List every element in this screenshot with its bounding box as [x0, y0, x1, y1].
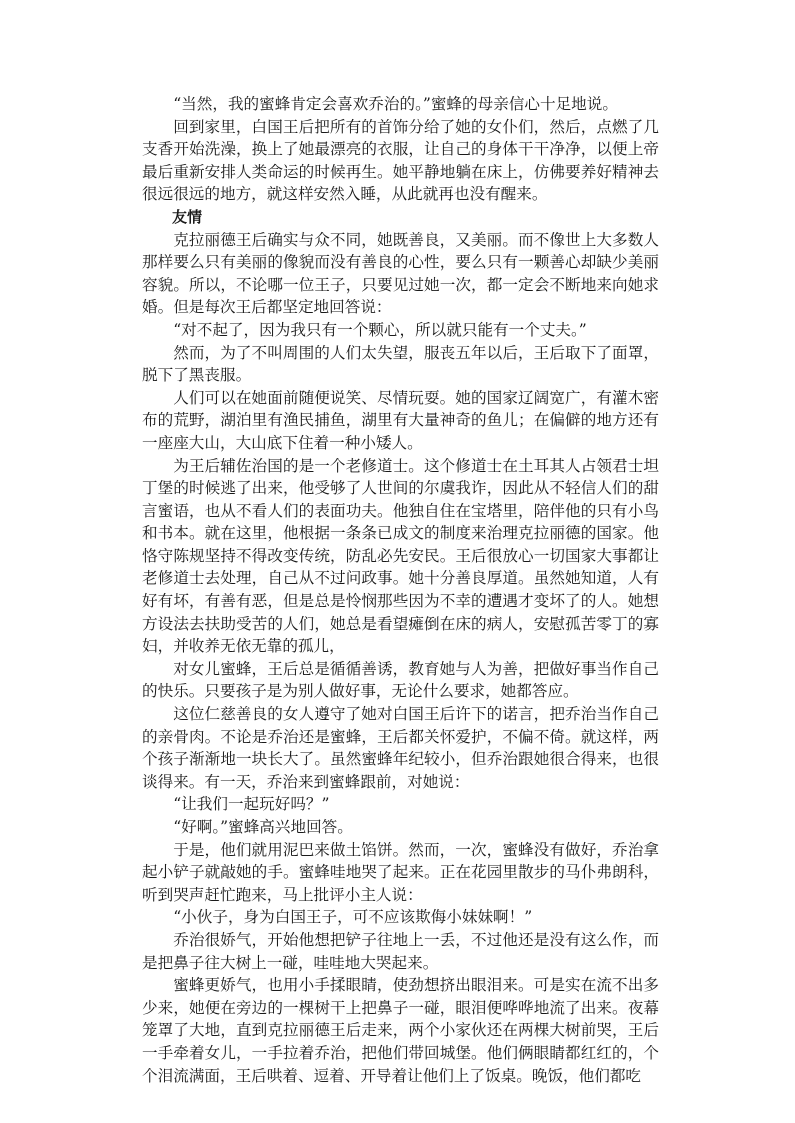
paragraph: “对不起了，因为我只有一个颗心，所以就只能有一个丈夫。”: [173, 320, 587, 339]
document-page: [142, 93, 659, 1087]
paragraph: 对女儿蜜蜂，王后总是循循善诱，教育她与人为善，把做好事当作自己的快乐。只要孩子是为别人做好事，无论什么要求，她都答应。: [142, 659, 659, 701]
paragraph: 回到家里，白国王后把所有的首饰分给了她的女仆们，然后，点燃了几支香开始洗澡，换上了她最漂亮的衣服，让自己的身体干干净净，以便上帝最后重新安排人类命运的时候再生。她平静地躺在床上，仿佛要养好精神去很远很远的地方，就这样安然入睡，从此就再也没有醒来。: [142, 117, 659, 204]
paragraph: 蜜蜂更娇气，也用小手揉眼睛，使劲想挤出眼泪来。可是实在流不出多少来，她便在旁边的一棵树干上把鼻子一碰，眼泪便哗哗地流了出来。夜幕笼罩了大地，直到克拉丽德王后走来，两个小家伙还在两棵大树前哭，王后一手牵着女儿，一手拉着乔治，把他们带回城堡。他们俩眼睛都红红的，个个泪流满面，王后哄着、逗着、开导着让他们上了饭桌。晚饭，他们都吃: [142, 976, 659, 1085]
paragraph: 乔治很娇气，开始他想把铲子往地上一丢，不过他还是没有这么作，而是把鼻子往大树上一碰，哇哇地大哭起来。: [142, 930, 659, 972]
paragraph: “小伙子，身为白国王子，可不应该欺侮小妹妹啊！”: [173, 908, 533, 927]
section-heading: 友情: [172, 207, 203, 226]
paragraph: 然而，为了不叫周围的人们太失望，服丧五年以后，王后取下了面罩，脱下了黑丧服。: [142, 343, 659, 385]
paragraph: 为王后辅佐治国的是一个老修道士。这个修道士在土耳其人占领君士坦丁堡的时候逃了出来，他受够了人世间的尔虞我诈，因此从不轻信人们的甜言蜜语，也从不看人们的表面功夫。他独自住在宝塔里，陪伴他的只有小鸟和书本。就在这里，他根据一条条已成文的制度来治理克拉丽德的国家。他恪守陈规坚持不得改变传统，防乱必先安民。王后很放心一切国家大事都让老修道士去处理，自己从不过问政事。她十分善良厚道。虽然她知道，人有好有坏，有善有恶，但是总是怜悯那些因为不幸的遭遇才变坏了的人。她想方设法去扶助受苦的人们，她总是看望瘫倒在床的病人，安慰孤苦零丁的寡妇，并收养无依无靠的孤儿，: [142, 456, 659, 656]
paragraph: 克拉丽德王后确实与众不同，她既善良，又美丽。而不像世上大多数人那样要么只有美丽的像貌而没有善良的心性，要么只有一颗善心却缺少美丽容貌。所以，不论哪一位王子，只要见过她一次，都一定会不断地来向她求婚。但是每次王后都坚定地回答说：: [142, 230, 659, 317]
paragraph: “当然，我的蜜蜂肯定会喜欢乔治的。”蜜蜂的母亲信心十足地说。: [173, 95, 618, 113]
paragraph: 于是，他们就用泥巴来做土馅饼。然而，一次，蜜蜂没有做好，乔治拿起小铲子就敲她的手。蜜蜂哇地哭了起来。正在花园里散步的马仆弗朗科，听到哭声赶忙跑来，马上批评小主人说：: [142, 840, 659, 904]
paragraph: “好啊。”蜜蜂高兴地回答。: [173, 818, 353, 836]
paragraph: 人们可以在她面前随便说笑、尽情玩耍。她的国家辽阔宽广，有灌木密布的荒野，湖泊里有渔民捕鱼，湖里有大量神奇的鱼儿；在偏僻的地方还有一座座大山，大山底下住着一种小矮人。: [142, 388, 659, 452]
paragraph: “让我们一起玩好吗？”: [173, 795, 330, 814]
paragraph: 这位仁慈善良的女人遵守了她对白国王后许下的诺言，把乔治当作自己的亲骨肉。不论是乔治还是蜜蜂，王后都关怀爱护，不偏不倚。就这样，两个孩子渐渐地一块长大了。虽然蜜蜂年纪较小，但乔治跟她很合得来，也很谈得来。有一天，乔治来到蜜蜂跟前，对她说：: [142, 705, 659, 791]
